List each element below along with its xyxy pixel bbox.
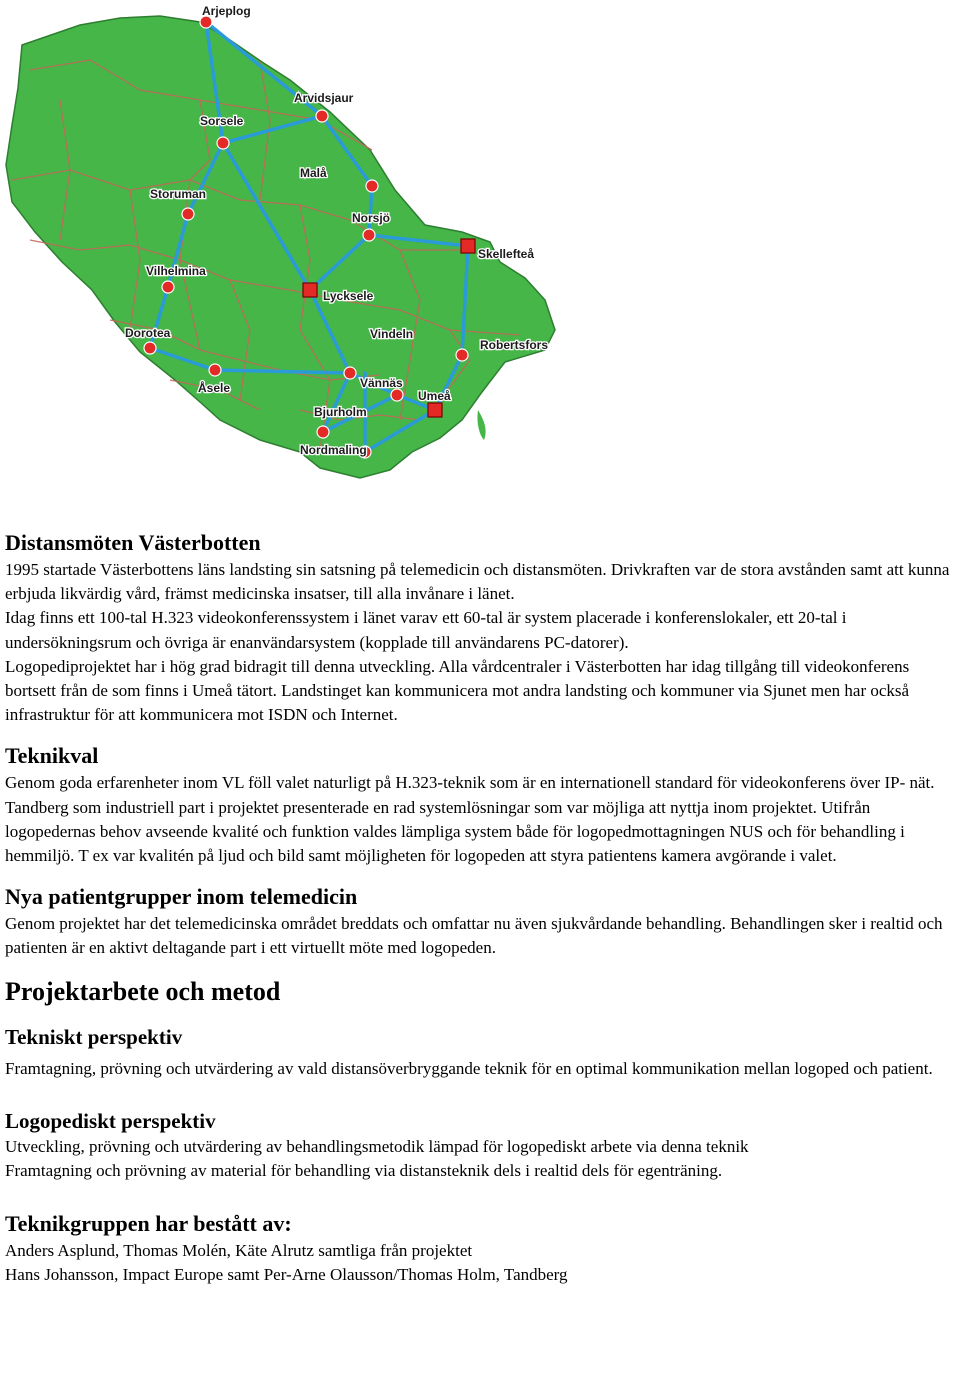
label-norsjo: Norsjö (352, 211, 391, 225)
hub-skelleftea (461, 239, 475, 253)
label-umea: Umeå (418, 389, 451, 403)
label-bjurholm: Bjurholm (314, 405, 367, 419)
node-mala (366, 180, 378, 192)
label-arjeplog: Arjeplog (202, 4, 251, 18)
heading-nya-patientgrupper: Nya patientgrupper inom telemedicin (5, 884, 358, 910)
paragraph-teknikgruppen-2: Hans Johansson, Impact Europe samt Per-Arne Olausson/Thomas Holm, Tandberg (5, 1265, 568, 1285)
label-arvidsjaur: Arvidsjaur (294, 91, 354, 105)
paragraph-intro: 1995 startade Västerbottens läns landsting sin satsning på telemedicin och distansmöten. Drivkraften var de stora avstånden samt att kunna erbjuda likvärdig vård, främst medicinska insatser, till alla invånare i länet. (5, 560, 950, 604)
node-norsjo (363, 229, 375, 241)
node-robertsfors (456, 349, 468, 361)
paragraph-logopediskt-2: Framtagning och prövning av material för behandling via distansteknik dels i realtid dels för egenträning. (5, 1161, 723, 1181)
node-vindeln (344, 367, 356, 379)
heading-projektarbete: Projektarbete och metod (5, 976, 281, 1006)
label-mala: Malå (300, 166, 327, 180)
document-body (5, 528, 957, 1288)
paragraph-logopediskt-1: Utveckling, prövning och utvärdering av behandlingsmetodik lämpad för logopediskt arbete via denna teknik (5, 1136, 749, 1156)
heading-teknikval: Teknikval (5, 743, 99, 769)
node-sorsele (217, 137, 229, 149)
paragraph-teknikval: Genom goda erfarenheter inom VL föll valet naturligt på H.323-teknik som är en internationell standard för videokonferens över IP- nät. Tandberg som industriell part i projektet presenterade en rad systemlösningar som var möjliga att nyttja inom projektet. Utifrån logopedernas behov avseende kvalité och funktion valdes lämpliga system både för logopedmottagningen NUS och för behandling i hemmiljö. T ex var kvalitén på ljud och bild samt möjligheten för logopeden att styra patientens kamera avgörande i valet. (5, 773, 935, 866)
label-vilhelmina: Vilhelmina (146, 264, 206, 278)
node-vannas (391, 389, 403, 401)
paragraph-nya-patientgrupper: Genom projektet har det telemedicinska området breddats och omfattar nu även sjukvårdande behandling. Behandlingen sker i realtid och patienten är en aktivt deltagande part i ett virtuellt möte med logopeden. (5, 914, 943, 958)
heading-tekniskt-perspektiv: Tekniskt perspektiv (5, 1024, 183, 1049)
label-asele: Åsele (198, 381, 231, 395)
node-vilhelmina (162, 281, 174, 293)
label-nordmaling: Nordmaling (300, 443, 367, 457)
map-svg (0, 0, 560, 490)
label-vannas: Vännäs (360, 376, 403, 390)
hub-lycksele (303, 283, 317, 297)
vasterbotten-network-map (0, 0, 560, 490)
map-island (477, 410, 485, 440)
heading-logopediskt-perspektiv: Logopediskt perspektiv (5, 1108, 216, 1133)
label-lycksele: Lycksele (323, 289, 374, 303)
label-storuman: Storuman (150, 187, 207, 201)
node-bjurholm (317, 426, 329, 438)
hub-umea (428, 403, 442, 417)
node-arvidsjaur (316, 110, 328, 122)
node-storuman (182, 208, 194, 220)
paragraph-tekniskt-perspektiv: Framtagning, prövning och utvärdering av vald distansöverbryggande teknik för en optimal kommunikation mellan logoped och patient. (5, 1058, 933, 1078)
heading-distansmoten: Distansmöten Västerbotten (5, 530, 261, 555)
heading-teknikgruppen: Teknikgruppen har bestått av: (5, 1211, 292, 1237)
node-asele (209, 364, 221, 376)
paragraph-systems: Idag finns ett 100-tal H.323 videokonferenssystem i länet varav ett 60-tal är system placerade i konferenslokaler, ett 20-tal i undersökningsrum och övriga är enanvändarsystem (kopplade till användarens PC-datorer). (5, 608, 847, 652)
node-dorotea (144, 342, 156, 354)
label-dorotea: Dorotea (125, 326, 171, 340)
paragraph-teknikgruppen-1: Anders Asplund, Thomas Molén, Käte Alrutz samtliga från projektet (5, 1241, 473, 1261)
label-robertsfors: Robertsfors (480, 338, 549, 352)
label-sorsele: Sorsele (200, 114, 244, 128)
label-skelleftea: Skellefteå (478, 247, 535, 261)
label-vindeln: Vindeln (370, 327, 414, 341)
paragraph-logopedi: Logopediprojektet har i hög grad bidragit till denna utveckling. Alla vårdcentraler i Västerbotten har idag tillgång till videokonferens bortsett från de som finns i Umeå tätort. Landstinget kan kommunicera mot andra landsting och kommuner via Sjunet men har också infrastruktur för att kommunicera mot ISDN och Internet. (5, 656, 910, 725)
